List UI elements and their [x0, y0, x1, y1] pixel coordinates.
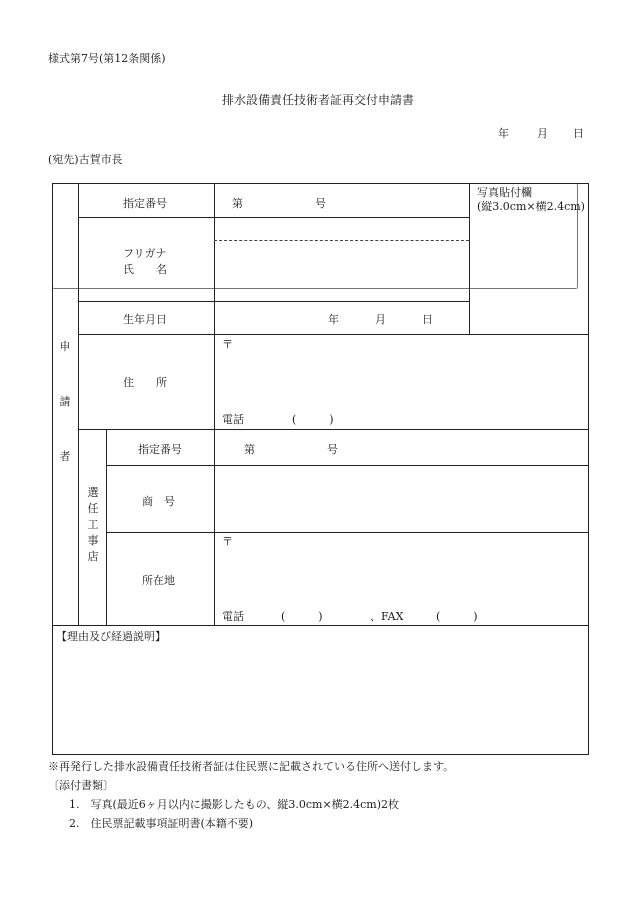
contractor-designation-label: 指定番号	[138, 443, 182, 456]
reason-label: 【理由及び経過説明】	[56, 630, 166, 643]
location-postal-mark: 〒	[222, 535, 233, 548]
furigana-label: フリガナ	[123, 247, 167, 260]
attachments-heading: 〔添付書類〕	[48, 779, 114, 792]
address-input[interactable]	[238, 339, 578, 399]
birthdate-day: 日	[422, 313, 433, 326]
applicant-vertical-label: 申 請 者	[59, 340, 71, 463]
date-day-label: 日	[573, 127, 584, 140]
photo-box	[477, 186, 585, 214]
date-year-label: 年	[498, 127, 509, 140]
trade-name-label: 商 号	[142, 495, 175, 508]
birthdate-month: 月	[375, 313, 386, 326]
addressee: (宛先)古賀市長	[48, 153, 123, 166]
photo-box-size: (縦3.0cm×横2.4cm)	[477, 200, 585, 213]
designation-number-prefix: 第	[232, 197, 243, 210]
attachment-item: 2. 住民票記載事項証明書(本籍不要)	[69, 817, 254, 830]
contractor-designation-input[interactable]	[260, 437, 322, 457]
contractor-phone-label: 電話	[222, 610, 244, 623]
furigana-input[interactable]	[218, 221, 463, 238]
designation-number-input[interactable]	[248, 191, 310, 211]
name-label: 氏 名	[123, 263, 167, 276]
birthdate-year: 年	[328, 313, 339, 326]
birthdate-label: 生年月日	[123, 313, 167, 326]
document-title: 排水設備責任技術者証再交付申請書	[222, 93, 415, 107]
fax-paren: ( )	[436, 610, 478, 623]
fax-label: 、FAX	[370, 610, 404, 623]
contractor-designation-prefix: 第	[244, 443, 255, 456]
address-label: 住 所	[123, 376, 167, 389]
date-month-label: 月	[537, 127, 548, 140]
footer-note: ※再発行した排水設備責任技術者証は住民票に記載されている住所へ送付します。	[48, 760, 455, 773]
contractor-designation-suffix: 号	[327, 443, 338, 456]
name-input[interactable]	[218, 245, 463, 295]
trade-name-input[interactable]	[218, 471, 582, 527]
designation-number-suffix: 号	[315, 197, 326, 210]
attachment-item: 1. 写真(最近6ヶ月以内に撮影したもの、縦3.0cm×横2.4cm)2枚	[69, 798, 400, 811]
contractor-phone-paren: ( )	[281, 610, 323, 623]
address-postal-mark: 〒	[222, 338, 233, 351]
address-phone-label: 電話	[222, 413, 244, 426]
location-label: 所在地	[142, 574, 175, 587]
address-phone-paren: ( )	[292, 413, 334, 426]
photo-box-title: 写真貼付欄	[477, 186, 532, 199]
application-form-table	[52, 183, 589, 755]
contractor-vertical-label: 選 任 工 事 店	[87, 486, 99, 563]
designation-number-label: 指定番号	[123, 197, 167, 210]
form-number: 様式第7号(第12条関係)	[48, 52, 166, 65]
location-input[interactable]	[238, 537, 578, 595]
